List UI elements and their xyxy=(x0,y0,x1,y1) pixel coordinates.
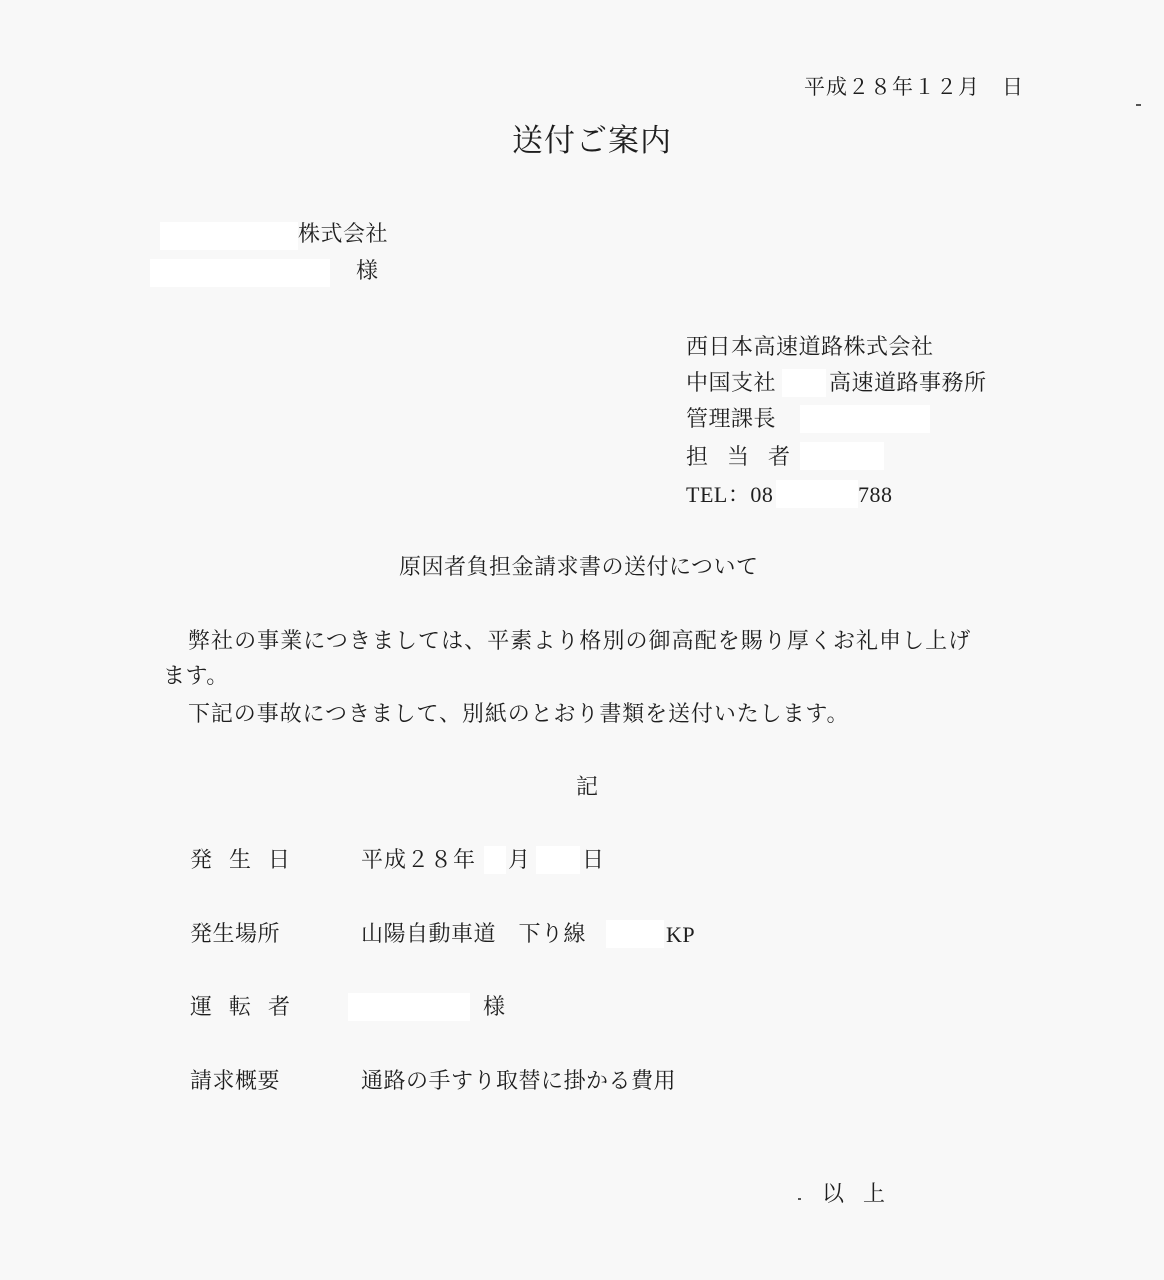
redaction-occurrence-month xyxy=(484,846,506,874)
item-location-label: 発生場所 xyxy=(190,922,281,947)
item-occurrence-date-year: 平成２８年 xyxy=(361,848,477,873)
redaction-driver-name xyxy=(348,993,470,1021)
item-location-road: 山陽自動車道 下り線 xyxy=(361,922,587,947)
recipient-company: 株式会社 xyxy=(298,222,389,247)
closing-ijou: 以 上 xyxy=(822,1182,891,1207)
item-location-kp: KP xyxy=(666,922,696,947)
item-claim-label: 請求概要 xyxy=(190,1069,281,1094)
sender-tel-suffix: 788 xyxy=(858,482,893,507)
item-occurrence-date-month: 月 xyxy=(508,848,531,873)
item-occurrence-date-label: 発 生 日 xyxy=(190,848,295,873)
body-line-1: 弊社の事業につきましては、平素より格別の御高配を賜り厚くお礼申し上げ xyxy=(188,629,972,654)
redaction-sender-staff xyxy=(800,442,884,470)
redaction-recipient-company xyxy=(160,222,298,250)
sender-office: 高速道路事務所 xyxy=(829,371,987,396)
redaction-sender-tel xyxy=(776,480,858,508)
redaction-sender-manager xyxy=(800,405,930,433)
sender-tel-prefix: TEL：08 xyxy=(686,482,774,507)
sender-staff: 担 当 者 xyxy=(686,445,796,470)
ki-heading: 記 xyxy=(576,775,599,800)
document-title: 送付ご案内 xyxy=(512,123,672,159)
recipient-honorific: 様 xyxy=(356,259,379,284)
redaction-location-kp xyxy=(606,920,664,948)
scan-speck xyxy=(798,1198,801,1200)
body-line-3: 下記の事故につきまして、別紙のとおり書類を送付いたします。 xyxy=(188,702,850,727)
scan-speck xyxy=(1136,104,1141,106)
item-driver-honorific: 様 xyxy=(483,995,506,1020)
sender-manager: 管理課長 xyxy=(686,407,777,432)
sender-branch: 中国支社 xyxy=(686,371,777,396)
document-date: 平成２８年１２月 日 xyxy=(804,75,1024,99)
document-subject: 原因者負担金請求書の送付について xyxy=(399,555,759,580)
redaction-sender-office xyxy=(782,369,826,397)
item-driver-label: 運 転 者 xyxy=(190,995,295,1020)
redaction-recipient-name xyxy=(150,259,330,287)
item-occurrence-date-day: 日 xyxy=(582,848,605,873)
item-claim-value: 通路の手すり取替に掛かる費用 xyxy=(361,1069,677,1094)
body-line-2: ます。 xyxy=(163,664,229,689)
redaction-occurrence-day xyxy=(536,846,580,874)
sender-company: 西日本高速道路株式会社 xyxy=(686,335,934,360)
